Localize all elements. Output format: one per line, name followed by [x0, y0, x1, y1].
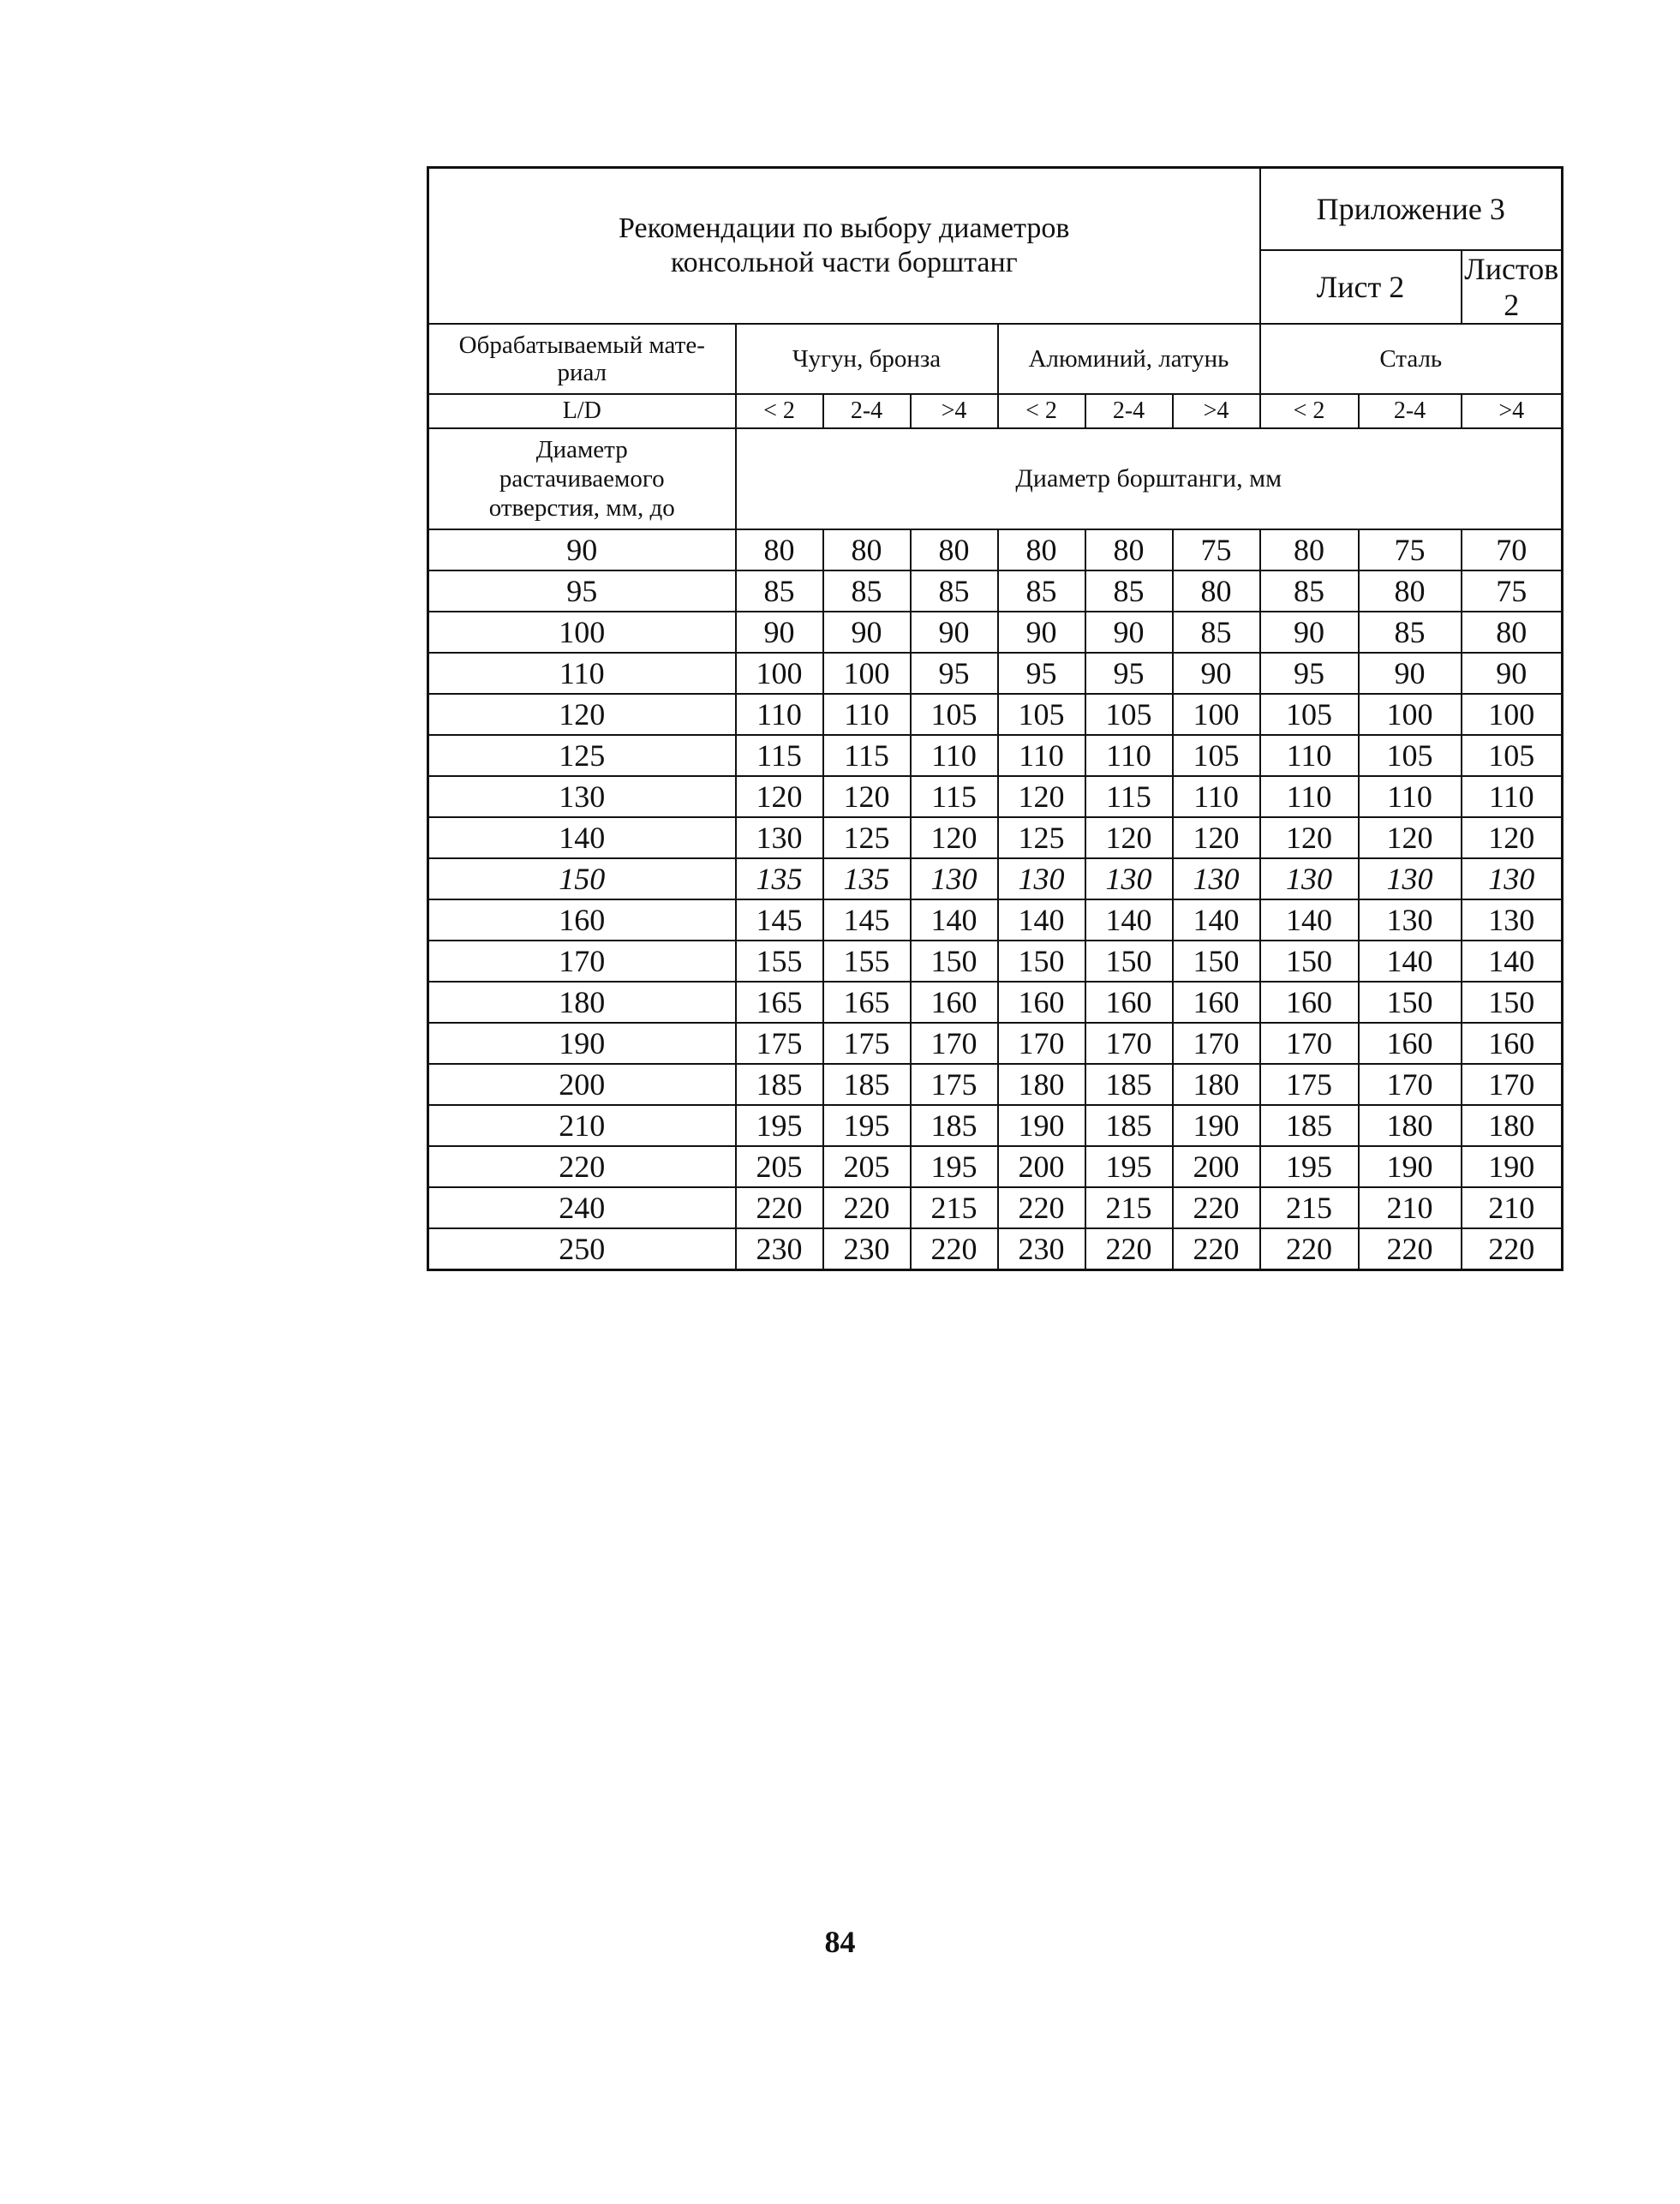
- bar-diameter-cell: 110: [736, 694, 823, 735]
- bar-diameter-cell: 120: [1462, 817, 1563, 858]
- bar-diameter-cell: 110: [1085, 735, 1173, 776]
- bar-diameter-cell: 80: [998, 529, 1085, 570]
- material-label-line1: Обрабатываемый мате-: [458, 331, 705, 359]
- hole-diameter-cell: 130: [428, 776, 736, 817]
- bar-diameter-cell: 110: [998, 735, 1085, 776]
- table-row: [428, 817, 1563, 858]
- bar-diameter-cell: 175: [736, 1023, 823, 1064]
- bar-diameter-cell: 120: [1359, 817, 1462, 858]
- hole-diameter-cell: 250: [428, 1228, 736, 1270]
- bar-diameter-cell: 105: [1173, 735, 1260, 776]
- bar-diameter-cell: 180: [1359, 1105, 1462, 1146]
- bar-diameter-cell: 135: [736, 858, 823, 899]
- bar-diameter-cell: 105: [1359, 735, 1462, 776]
- bar-diameter-cell: 160: [1085, 982, 1173, 1023]
- bar-diameter-cell: 105: [1085, 694, 1173, 735]
- bar-diameter-cell: 120: [1260, 817, 1359, 858]
- ld-value: >4: [911, 394, 998, 428]
- bar-diameter-cell: 120: [736, 776, 823, 817]
- bar-diameter-cell: 80: [1359, 570, 1462, 612]
- table-row: [428, 1146, 1563, 1187]
- table-row: [428, 735, 1563, 776]
- bar-diameter-cell: 130: [911, 858, 998, 899]
- bar-diameter-cell: 150: [1085, 941, 1173, 982]
- bar-diameter-cell: 110: [1173, 776, 1260, 817]
- bar-diameter-cell: 80: [823, 529, 911, 570]
- table-row: [428, 1105, 1563, 1146]
- bar-diameter-cell: 85: [1260, 570, 1359, 612]
- bar-diameter-cell: 85: [998, 570, 1085, 612]
- hole-label-line3: отверстия, мм, до: [488, 494, 675, 522]
- bar-diameter-cell: 190: [1173, 1105, 1260, 1146]
- bar-diameter-cell: 100: [1173, 694, 1260, 735]
- material-row: [428, 324, 1563, 394]
- bar-diameter-cell: 150: [1260, 941, 1359, 982]
- bar-diameter-cell: 170: [1462, 1064, 1563, 1105]
- bar-diameter-cell: 150: [1173, 941, 1260, 982]
- bar-diameter-cell: 205: [823, 1146, 911, 1187]
- bar-diameter-cell: 90: [736, 612, 823, 653]
- bar-diameter-cell: 115: [823, 735, 911, 776]
- bar-diameter-cell: 180: [998, 1064, 1085, 1105]
- bar-diameter-cell: 200: [1173, 1146, 1260, 1187]
- bar-diameter-cell: 130: [1359, 858, 1462, 899]
- bar-diameter-cell: 155: [736, 941, 823, 982]
- bar-diameter-cell: 100: [1462, 694, 1563, 735]
- table-row: [428, 1064, 1563, 1105]
- bar-diameter-cell: 95: [998, 653, 1085, 694]
- bar-diameter-cell: 230: [998, 1228, 1085, 1270]
- hole-label-line2: растачиваемого: [499, 465, 665, 493]
- ld-value: 2-4: [823, 394, 911, 428]
- bar-diameter-cell: 85: [736, 570, 823, 612]
- hole-diameter-cell: 90: [428, 529, 736, 570]
- ld-value: < 2: [1260, 394, 1359, 428]
- bar-diameter-cell: 110: [1260, 776, 1359, 817]
- hole-diameter-cell: 95: [428, 570, 736, 612]
- table-row: [428, 1023, 1563, 1064]
- bar-diameter-cell: 120: [998, 776, 1085, 817]
- hole-diameter-cell: 160: [428, 899, 736, 941]
- bar-diameter-cell: 90: [1462, 653, 1563, 694]
- bar-diameter-cell: 210: [1462, 1187, 1563, 1228]
- bar-diameter-cell: 185: [736, 1064, 823, 1105]
- bar-diameter-cell: 175: [911, 1064, 998, 1105]
- bar-diameter-cell: 120: [1173, 817, 1260, 858]
- bar-diameter-cell: 185: [1085, 1105, 1173, 1146]
- bar-diameter-cell: 185: [1260, 1105, 1359, 1146]
- bar-diameter-cell: 160: [1462, 1023, 1563, 1064]
- bar-diameter-cell: 185: [911, 1105, 998, 1146]
- bar-diameter-cell: 170: [1085, 1023, 1173, 1064]
- bar-diameter-cell: 75: [1462, 570, 1563, 612]
- bar-diameter-cell: 115: [736, 735, 823, 776]
- sheets-total: Листов 2: [1462, 250, 1563, 324]
- material-label: [428, 324, 736, 394]
- bar-diameter-cell: 150: [998, 941, 1085, 982]
- bar-diameter-cell: 220: [1260, 1228, 1359, 1270]
- bar-diameter-cell: 105: [998, 694, 1085, 735]
- bar-diameter-cell: 155: [823, 941, 911, 982]
- bar-diameter-cell: 110: [1462, 776, 1563, 817]
- data-rows: [428, 529, 1563, 1270]
- bar-diameter-cell: 130: [1260, 858, 1359, 899]
- bar-diameter-cell: 180: [1173, 1064, 1260, 1105]
- bar-diameter-cell: 80: [911, 529, 998, 570]
- sheet-number: Лист 2: [1260, 250, 1462, 324]
- bar-diameter-cell: 175: [1260, 1064, 1359, 1105]
- bar-diameter-cell: 130: [1085, 858, 1173, 899]
- bar-diameter-cell: 140: [1173, 899, 1260, 941]
- bar-diameter-cell: 105: [1260, 694, 1359, 735]
- table-title-line2: консольной части борштанг: [670, 247, 1018, 278]
- bar-diameter-cell: 170: [1359, 1064, 1462, 1105]
- table-title-line1: Рекомендации по выбору диаметров: [619, 212, 1070, 244]
- hole-diameter-cell: 240: [428, 1187, 736, 1228]
- bar-diameter-cell: 150: [1359, 982, 1462, 1023]
- bar-diameter-cell: 105: [911, 694, 998, 735]
- bar-diameter-cell: 110: [823, 694, 911, 735]
- ld-value: < 2: [998, 394, 1085, 428]
- bar-diameter-cell: 115: [1085, 776, 1173, 817]
- table-row: [428, 612, 1563, 653]
- ld-value: >4: [1462, 394, 1563, 428]
- table-title: [428, 168, 1260, 325]
- bar-diameter-cell: 70: [1462, 529, 1563, 570]
- bar-diameter-cell: 220: [1085, 1228, 1173, 1270]
- bar-diameter-cell: 95: [911, 653, 998, 694]
- bar-diameter-cell: 110: [1359, 776, 1462, 817]
- table-row: [428, 694, 1563, 735]
- bar-diameter-cell: 195: [1260, 1146, 1359, 1187]
- bar-diameter-cell: 215: [911, 1187, 998, 1228]
- bar-diameter-cell: 190: [1359, 1146, 1462, 1187]
- bar-diameter-cell: 170: [911, 1023, 998, 1064]
- table-row: [428, 653, 1563, 694]
- bar-diameter-cell: 140: [1359, 941, 1462, 982]
- bar-diameter-cell: 165: [736, 982, 823, 1023]
- hole-diameter-cell: 100: [428, 612, 736, 653]
- bar-diameter-cell: 75: [1173, 529, 1260, 570]
- bar-diameter-cell: 220: [1359, 1228, 1462, 1270]
- bar-diameter-cell: 195: [736, 1105, 823, 1146]
- bar-diameter-cell: 220: [1173, 1228, 1260, 1270]
- bar-diameter-cell: 90: [1085, 612, 1173, 653]
- bar-diameter-cell: 190: [998, 1105, 1085, 1146]
- bar-diameter-cell: 215: [1085, 1187, 1173, 1228]
- bar-diameter-cell: 130: [1462, 858, 1563, 899]
- bar-diameter-cell: 185: [823, 1064, 911, 1105]
- table-row: [428, 982, 1563, 1023]
- bar-diameter-cell: 205: [736, 1146, 823, 1187]
- bar-diameter-cell: 170: [998, 1023, 1085, 1064]
- bar-diameter-cell: 80: [1462, 612, 1563, 653]
- bar-diameter-cell: 120: [1085, 817, 1173, 858]
- bar-diameter-cell: 85: [1085, 570, 1173, 612]
- bar-diameter-cell: 170: [1173, 1023, 1260, 1064]
- bar-diameter-cell: 75: [1359, 529, 1462, 570]
- table-row: [428, 858, 1563, 899]
- bar-diameter-cell: 130: [1359, 899, 1462, 941]
- bar-diameter-cell: 185: [1085, 1064, 1173, 1105]
- bar-diameter-cell: 195: [911, 1146, 998, 1187]
- table-row: [428, 1228, 1563, 1270]
- bar-diameter-cell: 140: [1462, 941, 1563, 982]
- bar-diameter-cell: 120: [823, 776, 911, 817]
- bar-diameter-cell: 120: [911, 817, 998, 858]
- bar-diameter-cell: 130: [1173, 858, 1260, 899]
- bar-diameter-cell: 110: [911, 735, 998, 776]
- table-row: [428, 570, 1563, 612]
- bar-diameter-cell: 220: [823, 1187, 911, 1228]
- bar-diameter-cell: 80: [1260, 529, 1359, 570]
- hole-header-row: [428, 428, 1563, 529]
- bar-diameter-cell: 105: [1462, 735, 1563, 776]
- hole-label-line1: Диаметр: [535, 436, 628, 463]
- bar-diameter-cell: 115: [911, 776, 998, 817]
- ld-value: >4: [1173, 394, 1260, 428]
- material-cast-iron-bronze: Чугун, бронза: [736, 324, 998, 394]
- bar-diameter-cell: 150: [1462, 982, 1563, 1023]
- bar-diameter-cell: 145: [736, 899, 823, 941]
- bar-diameter-cell: 90: [998, 612, 1085, 653]
- ld-value: 2-4: [1359, 394, 1462, 428]
- bar-diameter-cell: 85: [1173, 612, 1260, 653]
- bar-diameter-cell: 85: [911, 570, 998, 612]
- bar-diameter-cell: 100: [736, 653, 823, 694]
- bar-diameter-cell: 220: [1462, 1228, 1563, 1270]
- bar-diameter-cell: 150: [911, 941, 998, 982]
- ld-row: [428, 394, 1563, 428]
- bar-diameter-cell: 130: [998, 858, 1085, 899]
- bar-diameter-cell: 140: [1260, 899, 1359, 941]
- bar-diameter-cell: 100: [1359, 694, 1462, 735]
- bar-diameter-cell: 130: [1462, 899, 1563, 941]
- appendix-label: Приложение 3: [1260, 168, 1563, 251]
- bar-diameter-cell: 220: [998, 1187, 1085, 1228]
- bar-diameter-cell: 190: [1462, 1146, 1563, 1187]
- bar-diameter-cell: 220: [911, 1228, 998, 1270]
- bar-diameter-cell: 160: [1359, 1023, 1462, 1064]
- bar-diameter-label: Диаметр борштанги, мм: [736, 428, 1563, 529]
- material-aluminum-brass: Алюминий, латунь: [998, 324, 1260, 394]
- bar-diameter-cell: 200: [998, 1146, 1085, 1187]
- bar-diameter-cell: 95: [1260, 653, 1359, 694]
- hole-diameter-cell: 150: [428, 858, 736, 899]
- bar-diameter-cell: 180: [1462, 1105, 1563, 1146]
- bar-diameter-cell: 140: [998, 899, 1085, 941]
- bar-diameter-cell: 160: [998, 982, 1085, 1023]
- bar-diameter-cell: 80: [736, 529, 823, 570]
- bar-diameter-cell: 125: [823, 817, 911, 858]
- hole-diameter-cell: 220: [428, 1146, 736, 1187]
- ld-value: < 2: [736, 394, 823, 428]
- hole-diameter-cell: 170: [428, 941, 736, 982]
- bar-diameter-cell: 135: [823, 858, 911, 899]
- bar-diameter-cell: 80: [1173, 570, 1260, 612]
- table-row: [428, 1187, 1563, 1228]
- bar-diameter-cell: 195: [823, 1105, 911, 1146]
- bar-diameter-cell: 90: [1173, 653, 1260, 694]
- hole-diameter-cell: 110: [428, 653, 736, 694]
- bar-diameter-cell: 80: [1085, 529, 1173, 570]
- hole-diameter-label: [428, 428, 736, 529]
- ld-value: 2-4: [1085, 394, 1173, 428]
- bar-diameter-cell: 210: [1359, 1187, 1462, 1228]
- bar-diameter-cell: 90: [911, 612, 998, 653]
- table-row: [428, 776, 1563, 817]
- bar-diameter-cell: 160: [1173, 982, 1260, 1023]
- hole-diameter-cell: 140: [428, 817, 736, 858]
- table-row: [428, 899, 1563, 941]
- bar-diameter-cell: 230: [736, 1228, 823, 1270]
- bar-diameter-cell: 230: [823, 1228, 911, 1270]
- boring-bar-diameter-table: [427, 166, 1563, 1271]
- bar-diameter-cell: 160: [1260, 982, 1359, 1023]
- bar-diameter-cell: 195: [1085, 1146, 1173, 1187]
- hole-diameter-cell: 180: [428, 982, 736, 1023]
- bar-diameter-cell: 220: [1173, 1187, 1260, 1228]
- bar-diameter-cell: 160: [911, 982, 998, 1023]
- bar-diameter-cell: 85: [1359, 612, 1462, 653]
- bar-diameter-cell: 130: [736, 817, 823, 858]
- bar-diameter-cell: 90: [1359, 653, 1462, 694]
- bar-diameter-cell: 215: [1260, 1187, 1359, 1228]
- bar-diameter-cell: 220: [736, 1187, 823, 1228]
- ld-label: L/D: [428, 394, 736, 428]
- bar-diameter-cell: 90: [823, 612, 911, 653]
- bar-diameter-cell: 90: [1260, 612, 1359, 653]
- table-row: [428, 941, 1563, 982]
- bar-diameter-cell: 140: [911, 899, 998, 941]
- page-number: 84: [824, 1925, 856, 1959]
- hole-diameter-cell: 210: [428, 1105, 736, 1146]
- bar-diameter-cell: 100: [823, 653, 911, 694]
- bar-diameter-cell: 110: [1260, 735, 1359, 776]
- bar-diameter-cell: 145: [823, 899, 911, 941]
- hole-diameter-cell: 125: [428, 735, 736, 776]
- material-steel: Сталь: [1260, 324, 1563, 394]
- bar-diameter-cell: 140: [1085, 899, 1173, 941]
- bar-diameter-cell: 85: [823, 570, 911, 612]
- title-row: [428, 168, 1563, 251]
- material-label-line2: риал: [557, 359, 607, 386]
- bar-diameter-cell: 95: [1085, 653, 1173, 694]
- hole-diameter-cell: 190: [428, 1023, 736, 1064]
- table-row: [428, 529, 1563, 570]
- bar-diameter-cell: 125: [998, 817, 1085, 858]
- bar-diameter-cell: 175: [823, 1023, 911, 1064]
- hole-diameter-cell: 120: [428, 694, 736, 735]
- hole-diameter-cell: 200: [428, 1064, 736, 1105]
- bar-diameter-cell: 170: [1260, 1023, 1359, 1064]
- bar-diameter-cell: 165: [823, 982, 911, 1023]
